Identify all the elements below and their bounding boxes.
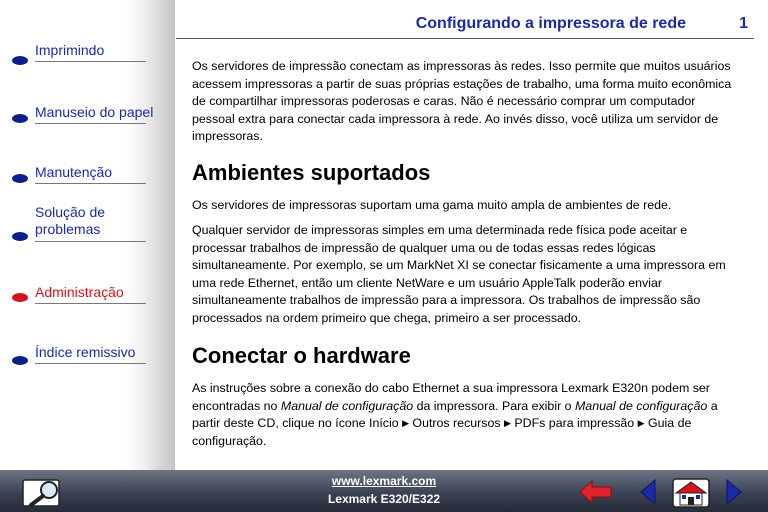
sidebar-item-label: Manutenção xyxy=(35,164,113,180)
text-run: da impressora. Para exibir o xyxy=(413,398,575,413)
page-title: Configurando a impressora de rede xyxy=(415,15,686,32)
next-page-icon[interactable] xyxy=(724,478,744,506)
section1-paragraph-1: Os servidores de impressoras suportam uma gama muito ampla de ambientes de rede. xyxy=(192,197,672,212)
text-run: Outros recursos xyxy=(408,416,505,430)
sidebar-item-solucao[interactable] xyxy=(12,204,146,244)
manual-title: Manual de configuração xyxy=(574,398,708,413)
magnifier-icon[interactable] xyxy=(22,478,68,508)
footer-url-link[interactable]: www.lexmark.com xyxy=(331,474,437,488)
arrow-right-icon: ▶ xyxy=(504,418,511,428)
section-heading-ambientes: Ambientes suportados xyxy=(192,159,431,185)
bullet-icon xyxy=(12,356,28,365)
sidebar-item-imprimindo[interactable] xyxy=(12,42,146,64)
back-arrow-icon[interactable] xyxy=(578,478,614,506)
sidebar-item-label-line2: problemas xyxy=(35,221,101,237)
section-heading-conectar: Conectar o hardware xyxy=(192,343,411,368)
sidebar-item-manutencao[interactable] xyxy=(12,164,146,186)
sidebar-divider xyxy=(35,61,146,62)
sidebar-divider xyxy=(35,183,146,184)
sidebar-item-administracao[interactable] xyxy=(12,284,146,306)
sidebar-divider xyxy=(35,123,146,124)
section1-paragraph-2: Qualquer servidor de impressoras simples em uma determinada rede física pode aceitar e processar trabalhos de impressão de qualquer uma ou de todas essas redes lógicas simultaneamente. Por exemplo, se um MarkNet XI se conectar fisicamente a uma impressora em uma rede Ethernet, então um cliente NetWare e um usuário AppleTalk poderão enviar simultaneamente trabalhos de impressão para a impressora. Os trabalhos de impressão são processados na ordem primeiro que chega, primeiro a ser processado. xyxy=(192,223,726,325)
intro-paragraph: Os servidores de impressão conectam as impressoras às redes. Isso permite que muitos usuários acessem impressoras a partir de suas próprias estações de trabalho, uma forma muito econômica de compartilhar impressoras poderosas e caras. Não é necessário comprar um computador pessoal extra para conectar cada impressora à rede. Ao invés disso, você utiliza um servidor de impressoras. xyxy=(192,59,732,143)
home-icon[interactable] xyxy=(672,478,710,508)
sidebar-item-label: Índice remissivo xyxy=(35,344,136,360)
bullet-icon xyxy=(12,114,28,123)
main-content xyxy=(192,58,734,458)
arrow-right-icon: ▶ xyxy=(637,418,645,428)
text-run: Guia de configuração. xyxy=(192,416,692,448)
sidebar-item-label: Manuseio do papel xyxy=(35,104,154,120)
section2-paragraph xyxy=(192,380,734,450)
sidebar-divider xyxy=(35,363,146,364)
footer-model: Lexmark E320/E322 xyxy=(327,492,441,506)
sidebar-item-indice[interactable] xyxy=(12,344,146,366)
bullet-icon xyxy=(12,56,28,65)
bullet-active-icon xyxy=(12,293,28,302)
text-run: As instruções sobre a conexão do cabo Ethernet a sua impressora Lexmark E320n podem ser encontradas no xyxy=(192,381,710,413)
previous-page-icon[interactable] xyxy=(638,478,658,506)
bullet-icon xyxy=(12,174,28,183)
text-run: a partir deste CD, clique no ícone Início xyxy=(192,398,718,430)
sidebar-item-label: Administração xyxy=(35,284,124,300)
sidebar-item-label: Solução de xyxy=(35,204,106,220)
sidebar-divider xyxy=(35,241,146,242)
page-number: 1 xyxy=(739,15,748,32)
sidebar-item-label: Imprimindo xyxy=(35,42,105,58)
header-divider xyxy=(176,38,754,39)
sidebar-divider xyxy=(35,303,146,304)
text-run: PDFs para impressão xyxy=(510,416,638,430)
bullet-icon xyxy=(12,232,28,241)
arrow-right-icon: ▶ xyxy=(402,418,409,428)
manual-title: Manual de configuração xyxy=(280,398,414,413)
sidebar-item-manuseio[interactable] xyxy=(12,104,154,126)
